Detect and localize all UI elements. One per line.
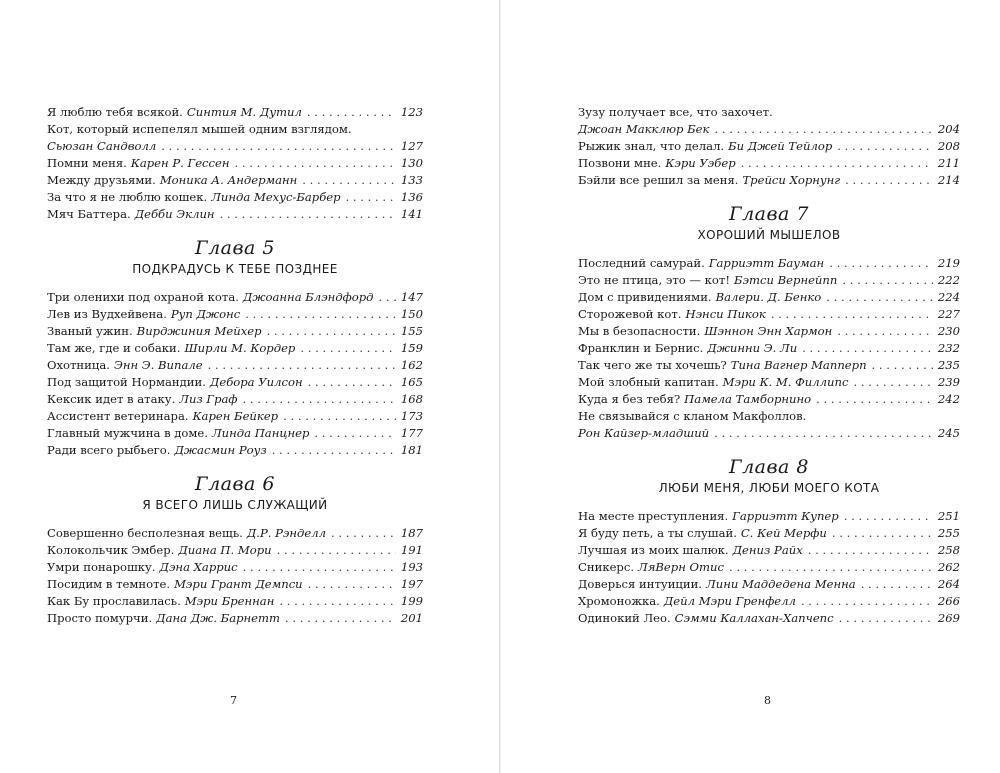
toc-leader-dots (283, 408, 396, 425)
toc-entry-author: Вирджиния Мейхер (136, 324, 262, 338)
toc-entry-title: Рыжик знал, что делал. (578, 139, 725, 153)
chapter-number: Глава 5 (194, 237, 276, 259)
toc-entry (47, 104, 423, 121)
toc-column-left (47, 104, 423, 627)
toc-entry-title: Франклин и Бернис. (578, 341, 704, 355)
toc-leader-dots (771, 306, 933, 323)
chapter-heading (47, 473, 423, 513)
toc-entry (578, 255, 960, 272)
toc-entry-page: 187 (400, 526, 423, 540)
toc-entry (578, 138, 960, 155)
toc-entry (47, 138, 423, 155)
toc-entry-title: Главный мужчина в доме. (47, 426, 208, 440)
toc-entry-page: 127 (400, 139, 423, 153)
toc-entry-title: Сникерс. (578, 560, 635, 574)
toc-entry-page: 130 (400, 156, 423, 170)
toc-leader-dots (308, 576, 396, 593)
toc-entry-title: За что я не люблю кошек. (47, 190, 208, 204)
toc-entry (47, 408, 423, 425)
toc-leader-dots (839, 610, 933, 627)
toc-leader-dots (279, 593, 396, 610)
toc-leader-dots (314, 425, 395, 442)
toc-entry-author: Сэмми Каллахан-Хапчепс (674, 611, 834, 625)
toc-entry-page: 168 (400, 392, 423, 406)
toc-leader-dots (714, 121, 932, 138)
toc-entry (578, 425, 960, 442)
toc-entry-page: 232 (937, 341, 960, 355)
toc-entry (47, 525, 423, 542)
toc-leader-dots (331, 525, 396, 542)
toc-entry (47, 357, 423, 374)
toc-entry-title: Бэйли все решил за меня. (578, 173, 739, 187)
toc-entry-page: 255 (937, 526, 960, 540)
toc-entry (578, 289, 960, 306)
toc-leader-dots (245, 306, 396, 323)
chapter-heading (47, 237, 423, 277)
toc-entry-author: Мэри Грант Демпси (174, 577, 303, 591)
toc-entry-page: 211 (937, 156, 960, 170)
toc-entry-author: Ширли М. Кордер (184, 341, 296, 355)
toc-entry-page: 191 (400, 543, 423, 557)
toc-entry-page: 141 (400, 207, 423, 221)
toc-entry-title: Хромоножка. (578, 594, 660, 608)
toc-entry-page: 242 (937, 392, 960, 406)
toc-entry-page: 208 (937, 139, 960, 153)
toc-entry (578, 610, 960, 627)
toc-entry-title: Куда я без тебя? (578, 392, 681, 406)
toc-entry-title: Сторожевой кот. (578, 307, 682, 321)
toc-leader-dots (829, 255, 933, 272)
toc-entry-author: Валери. Д. Бенко (715, 290, 822, 304)
chapter-number: Глава 8 (728, 456, 810, 478)
toc-entry-author: Карен Бейкер (192, 409, 279, 423)
toc-entry-title: Помни меня. (47, 156, 127, 170)
toc-leader-dots (272, 442, 396, 459)
toc-entry-page: 123 (400, 105, 423, 119)
toc-entry-title: Охотница. (47, 358, 110, 372)
toc-entry (47, 576, 423, 593)
toc-group-chapter-6 (47, 525, 423, 627)
toc-entry-page: 230 (937, 324, 960, 338)
toc-leader-dots (741, 155, 933, 172)
chapter-title: Я ВСЕГО ЛИШЬ СЛУЖАЩИЙ (142, 498, 328, 512)
toc-entry-author: Дебора Уилсон (209, 375, 303, 389)
toc-entry-author: Джинни Э. Ли (707, 341, 798, 355)
toc-entry-page: 181 (400, 443, 423, 457)
toc-leader-dots (243, 391, 396, 408)
toc-leader-dots (346, 189, 396, 206)
chapter-title: ЛЮБИ МЕНЯ, ЛЮБИ МОЕГО КОТА (658, 481, 880, 495)
toc-entry (47, 323, 423, 340)
toc-leader-dots (300, 340, 396, 357)
toc-entry-title: Я люблю тебя всякой. (47, 105, 183, 119)
toc-leader-dots (243, 559, 396, 576)
toc-entry-author: Моника А. Андерманн (159, 173, 298, 187)
toc-entry-author: Дэна Харрис (159, 560, 238, 574)
toc-entry-title-line: Не связывайся с кланом Макфоллов. (578, 409, 807, 423)
toc-entry-page: 197 (400, 577, 423, 591)
toc-entry (47, 559, 423, 576)
toc-leader-dots (837, 323, 933, 340)
toc-entry-author: Дейл Мэри Гренфелл (663, 594, 796, 608)
toc-entry-page: 133 (400, 173, 423, 187)
toc-entry-title: Лучшая из моих шалюк. (578, 543, 729, 557)
toc-leader-dots (842, 272, 933, 289)
toc-entry-author: Трейси Хорнунг (742, 173, 841, 187)
toc-entry-author: Джоанна Блэндфорд (242, 290, 374, 304)
toc-entry-page: 150 (400, 307, 423, 321)
right-page (501, 0, 1000, 773)
toc-entry-author: ЛяВерн Отис (638, 560, 724, 574)
toc-leader-dots (208, 357, 396, 374)
chapter-number: Глава 6 (194, 473, 276, 495)
toc-entry (47, 172, 423, 189)
toc-entry (47, 155, 423, 172)
toc-entry-page: 227 (937, 307, 960, 321)
toc-entry-title: Колокольчик Эмбер. (47, 543, 175, 557)
toc-leader-dots (861, 576, 933, 593)
toc-entry-page: 147 (400, 290, 423, 304)
toc-entry (578, 323, 960, 340)
toc-entry (47, 340, 423, 357)
toc-entry-page: 266 (937, 594, 960, 608)
toc-leader-dots (235, 155, 396, 172)
toc-entry (47, 610, 423, 627)
toc-entry-title: Кексик идет в атаку. (47, 392, 176, 406)
toc-entry-author: Руп Джонс (170, 307, 241, 321)
toc-entry (578, 576, 960, 593)
toc-entry (578, 508, 960, 525)
toc-entry-title: Позвони мне. (578, 156, 662, 170)
toc-entry-author: Д.Р. Рэнделл (246, 526, 327, 540)
toc-entry-author: Дана Дж. Барнетт (156, 611, 281, 625)
toc-entry-author: Дебби Эклин (134, 207, 215, 221)
toc-entry (578, 121, 960, 138)
toc-leader-dots (285, 610, 396, 627)
toc-entry-author: Гарриэтт Купер (732, 509, 839, 523)
toc-leader-dots (161, 138, 396, 155)
toc-entry-page: 199 (400, 594, 423, 608)
toc-entry-author: Мэри Бреннан (184, 594, 275, 608)
toc-entry-author: Мэри К. М. Филлипс (722, 375, 849, 389)
toc-entry-author: Кэри Уэбер (665, 156, 736, 170)
left-page (0, 0, 499, 773)
toc-entry-author: Энн Э. Випале (113, 358, 203, 372)
toc-leader-dots (307, 104, 396, 121)
toc-entry (578, 340, 960, 357)
toc-leader-dots (853, 374, 932, 391)
toc-entry-title: Дом с привидениями. (578, 290, 712, 304)
toc-entry (578, 559, 960, 576)
toc-entry (578, 542, 960, 559)
toc-entry-author: Би Джей Тейлор (728, 139, 833, 153)
toc-leader-dots (826, 289, 933, 306)
toc-entry-title: Ассистент ветеринара. (47, 409, 189, 423)
toc-entry-page: 214 (937, 173, 960, 187)
toc-entry-title-line: Кот, который испепелял мышей одним взглядом. (47, 122, 352, 136)
toc-entry-title: Три оленихи под охраной кота. (47, 290, 239, 304)
toc-entry-page: 165 (400, 375, 423, 389)
toc-entry (578, 155, 960, 172)
toc-entry (47, 189, 423, 206)
toc-entry (47, 374, 423, 391)
toc-group-right-top (578, 104, 960, 189)
toc-entry (578, 172, 960, 189)
toc-entry (47, 306, 423, 323)
toc-leader-dots (802, 340, 933, 357)
toc-entry (47, 425, 423, 442)
toc-leader-dots (845, 172, 933, 189)
toc-entry (578, 374, 960, 391)
toc-entry-page: 136 (400, 190, 423, 204)
toc-entry-author: Лиз Граф (179, 392, 238, 406)
toc-group-chapter-7 (578, 255, 960, 442)
toc-column-right (578, 104, 960, 627)
chapter-heading (578, 203, 960, 243)
toc-entry-author: Тина Вагнер Мапперп (730, 358, 867, 372)
toc-leader-dots (302, 172, 396, 189)
toc-leader-dots (308, 374, 396, 391)
toc-group-chapter-5 (47, 289, 423, 459)
toc-entry-author: Лини Маддедена Менна (706, 577, 856, 591)
toc-entry-title: Доверься интуиции. (578, 577, 703, 591)
toc-entry-page: 204 (937, 122, 960, 136)
toc-entry-page: 235 (937, 358, 960, 372)
toc-entry-page: 251 (937, 509, 960, 523)
toc-entry-page: 193 (400, 560, 423, 574)
toc-entry-author: Линда Мехус-Барбер (211, 190, 341, 204)
chapter-title: ПОДКРАДУСЬ К ТЕБЕ ПОЗДНЕЕ (132, 262, 338, 276)
toc-leader-dots (277, 542, 396, 559)
toc-entry-page: 258 (937, 543, 960, 557)
toc-group-chapter-8 (578, 508, 960, 627)
toc-entry-title: Последний самурай. (578, 256, 705, 270)
toc-entry-author: Линда Панцнер (211, 426, 310, 440)
toc-entry (47, 542, 423, 559)
toc-leader-dots (872, 357, 933, 374)
toc-entry-author: Джасмин Роуз (174, 443, 267, 457)
toc-entry-title: Мой злобный капитан. (578, 375, 719, 389)
toc-leader-dots (808, 542, 933, 559)
toc-entry-author: Рон Кайзер-младший (578, 426, 710, 440)
toc-entry-title: Лев из Вудхейвена. (47, 307, 167, 321)
toc-group-left-top (47, 104, 423, 223)
toc-entry-page: 269 (937, 611, 960, 625)
toc-entry-author: Памела Тамборнино (684, 392, 812, 406)
toc-entry-title-line: Зузу получает все, что захочет. (578, 105, 773, 119)
toc-entry-author: Сьюзан Сандволл (47, 139, 157, 153)
toc-leader-dots (379, 289, 396, 306)
toc-entry-page: 224 (937, 290, 960, 304)
toc-leader-dots (220, 206, 396, 223)
toc-leader-dots (837, 138, 933, 155)
toc-entry-title: Это не птица, это — кот! (578, 273, 730, 287)
toc-entry (578, 525, 960, 542)
toc-entry-page: 264 (937, 577, 960, 591)
toc-entry-page: 155 (400, 324, 423, 338)
chapter-heading (578, 456, 960, 496)
toc-leader-dots (832, 525, 933, 542)
toc-leader-dots (714, 425, 933, 442)
toc-entry-title: Умри понарошку. (47, 560, 156, 574)
toc-entry-author: Карен Р. Гессен (130, 156, 230, 170)
toc-leader-dots (816, 391, 933, 408)
toc-entry (47, 289, 423, 306)
toc-entry-author: Шэннон Энн Хармон (704, 324, 833, 338)
page-number: 7 (230, 694, 237, 707)
toc-entry-page: 262 (937, 560, 960, 574)
toc-entry (47, 391, 423, 408)
chapter-title: ХОРОШИЙ МЫШЕЛОВ (697, 228, 841, 242)
toc-entry-author: Дениз Райх (732, 543, 803, 557)
page-number: 8 (764, 694, 771, 707)
toc-entry-author: Бэтси Вернейпп (733, 273, 838, 287)
toc-entry-title: На месте преступления. (578, 509, 729, 523)
toc-leader-dots (729, 559, 933, 576)
toc-entry-title: Как Бу прославилась. (47, 594, 181, 608)
toc-entry-title: Одинокий Лео. (578, 611, 671, 625)
toc-entry-author: Диана П. Мори (178, 543, 272, 557)
toc-entry (578, 593, 960, 610)
toc-entry (47, 206, 423, 223)
toc-entry-page: 245 (937, 426, 960, 440)
toc-entry-author: Гарриэтт Бауман (708, 256, 825, 270)
toc-entry-title: Просто помурчи. (47, 611, 153, 625)
toc-entry-author: С. Кей Мерфи (740, 526, 827, 540)
toc-entry-title: Мяч Баттера. (47, 207, 131, 221)
toc-entry-title: Мы в безопасности. (578, 324, 701, 338)
toc-entry-title: Совершенно бесполезная вещь. (47, 526, 243, 540)
toc-entry-author: Синтия М. Дутил (186, 105, 302, 119)
toc-entry-title: Званый ужин. (47, 324, 133, 338)
toc-entry-page: 239 (937, 375, 960, 389)
toc-entry (578, 357, 960, 374)
toc-entry-page: 222 (937, 273, 960, 287)
toc-entry-title: Там же, где и собаки. (47, 341, 181, 355)
toc-leader-dots (801, 593, 933, 610)
toc-entry-author: Нэнси Пикок (685, 307, 766, 321)
toc-entry-title: Под защитой Нормандии. (47, 375, 206, 389)
toc-entry-page: 173 (400, 409, 423, 423)
toc-entry (578, 272, 960, 289)
toc-entry-author: Джоан Макклюр Бек (578, 122, 710, 136)
toc-entry-title: Я буду петь, а ты слушай. (578, 526, 737, 540)
toc-entry-page: 201 (400, 611, 423, 625)
toc-entry-title: Между друзьями. (47, 173, 156, 187)
toc-entry-page: 159 (400, 341, 423, 355)
chapter-number: Глава 7 (728, 203, 810, 225)
toc-entry (47, 442, 423, 459)
toc-entry (47, 593, 423, 610)
toc-entry (578, 391, 960, 408)
toc-entry-page: 219 (937, 256, 960, 270)
toc-entry-title: Так чего же ты хочешь? (578, 358, 727, 372)
toc-entry-title: Ради всего рыбьего. (47, 443, 171, 457)
toc-entry-title: Посидим в темноте. (47, 577, 171, 591)
toc-entry-page: 162 (400, 358, 423, 372)
toc-leader-dots (267, 323, 396, 340)
toc-entry (578, 306, 960, 323)
toc-leader-dots (844, 508, 933, 525)
toc-entry-page: 177 (400, 426, 423, 440)
